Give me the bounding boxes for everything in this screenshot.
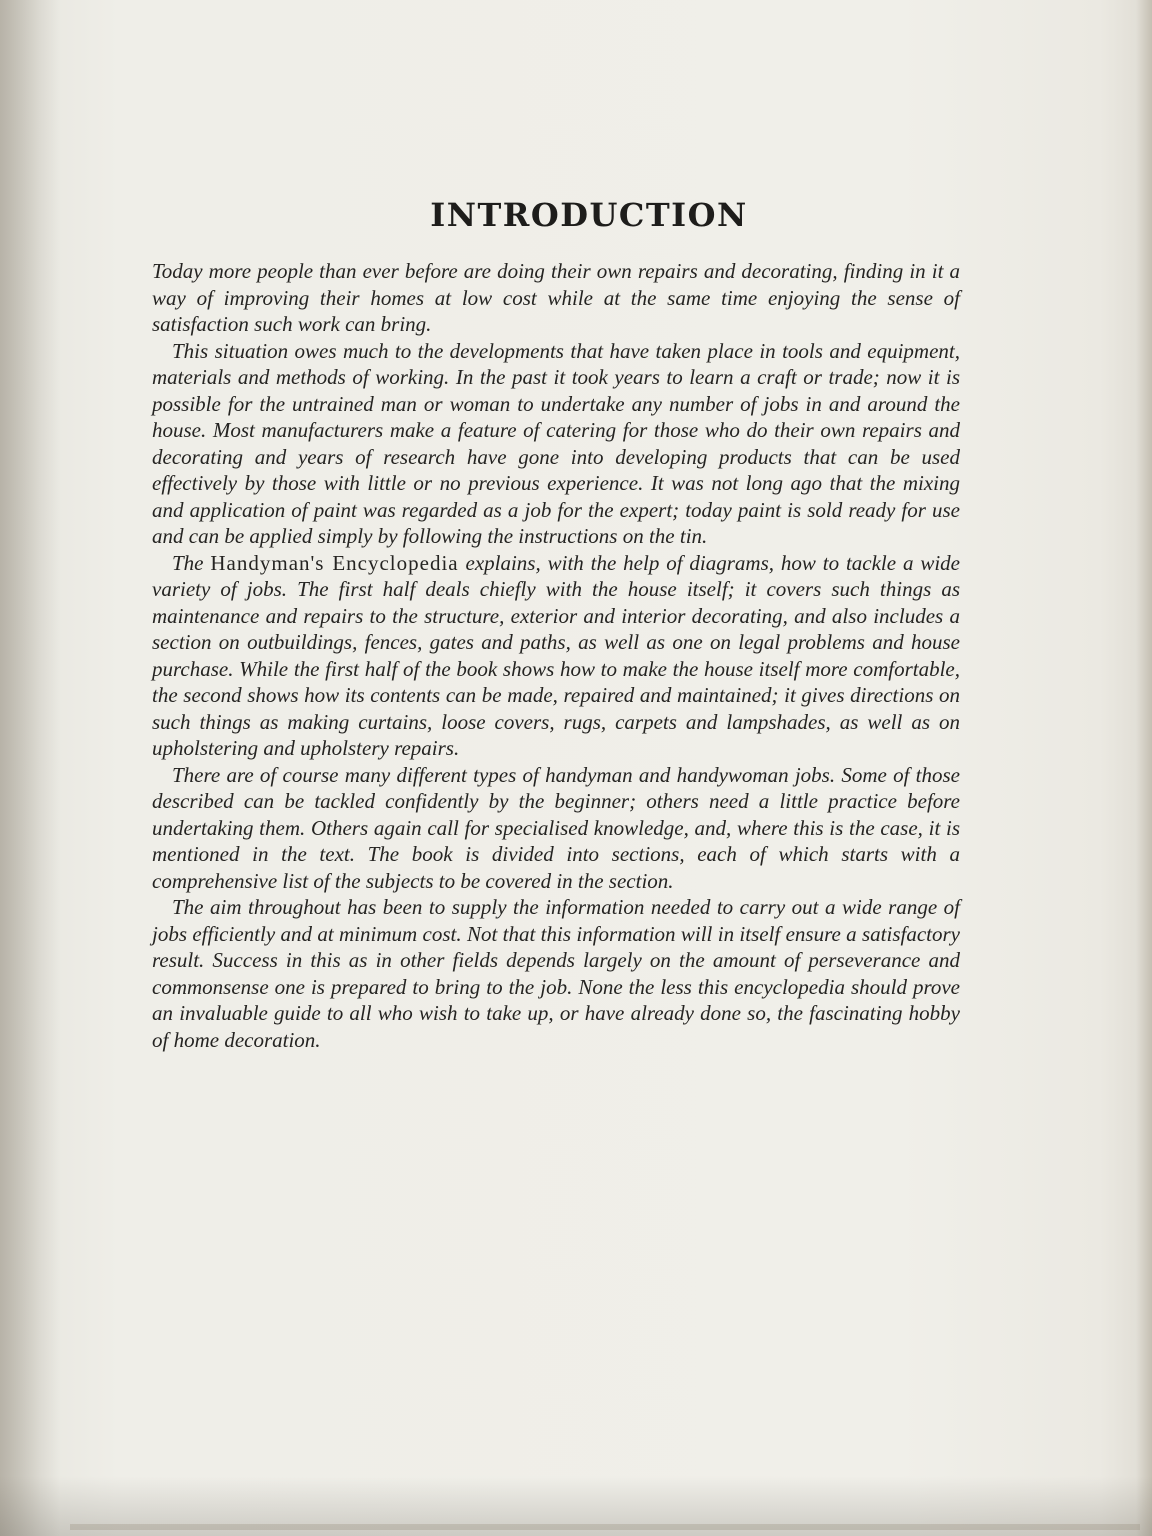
paragraph-1: Today more people than ever before are doing their own repairs and decorating, finding in it a way of improving their homes at low cost while at the same time enjoying the sense of satisfaction such work can bring. (152, 259, 960, 336)
printed-page (70, 0, 1140, 1528)
spine-shadow (0, 0, 60, 1536)
paragraph-3-lead: The (172, 550, 211, 575)
paragraph-4: There are of course many different types of handyman and handywoman jobs. Some of those described can be tackled confidently by the beginner; others need a little practice before undertaking them. Others again call for specialised knowledge, and, where this is the case, it is mentioned in the text. The book is divided into sections, each of which starts with a comprehensive list of the subjects to be covered in the section. (152, 762, 960, 893)
introduction-body (152, 258, 960, 1053)
paragraph-3-rest: explains, with the help of diagrams, how to tackle a wide variety of jobs. The first half deals chiefly with the house itself; it covers such things as maintenance and repairs to the structure, exterior and interior decorating, and also includes a section on outbuildings, fences, gates and paths, as well as one on legal problems and house purchase. While the first half of the book shows how to make the house itself more comfortable, the second shows how its contents can be made, repaired and maintained; it gives directions on such things as making curtains, loose covers, rugs, carpets and lampshades, as well as on upholstering and upholstery repairs. (152, 550, 960, 760)
paragraph-5: The aim throughout has been to supply the information needed to carry out a wide range of jobs efficiently and at minimum cost. Not that this information will in itself ensure a satisfactory result. Success in this as in other fields depends largely on the amount of perseverance and commonsense one is prepared to bring to the job. None the less this encyclopedia should prove an invaluable guide to all who wish to take up, or have already done so, the fascinating hobby of home decoration. (152, 895, 960, 1052)
book-title: Handyman's Encyclopedia (210, 550, 459, 575)
paragraph-2: This situation owes much to the developments that have taken place in tools and equipment, materials and methods of working. In the past it took years to learn a craft or trade; now it is possible for the untrained man or woman to undertake any number of jobs in and around the house. Most manufacturers make a feature of catering for those who do their own repairs and decorating and years of research have gone into developing products that can be used effectively by those with little or no previous experience. It was not long ago that the mixing and application of paint was regarded as a job for the expert; today paint is sold ready for use and can be applied simply by following the instructions on the tin. (152, 338, 960, 548)
page-title: INTRODUCTION (430, 196, 748, 234)
paragraph-3 (152, 550, 960, 762)
